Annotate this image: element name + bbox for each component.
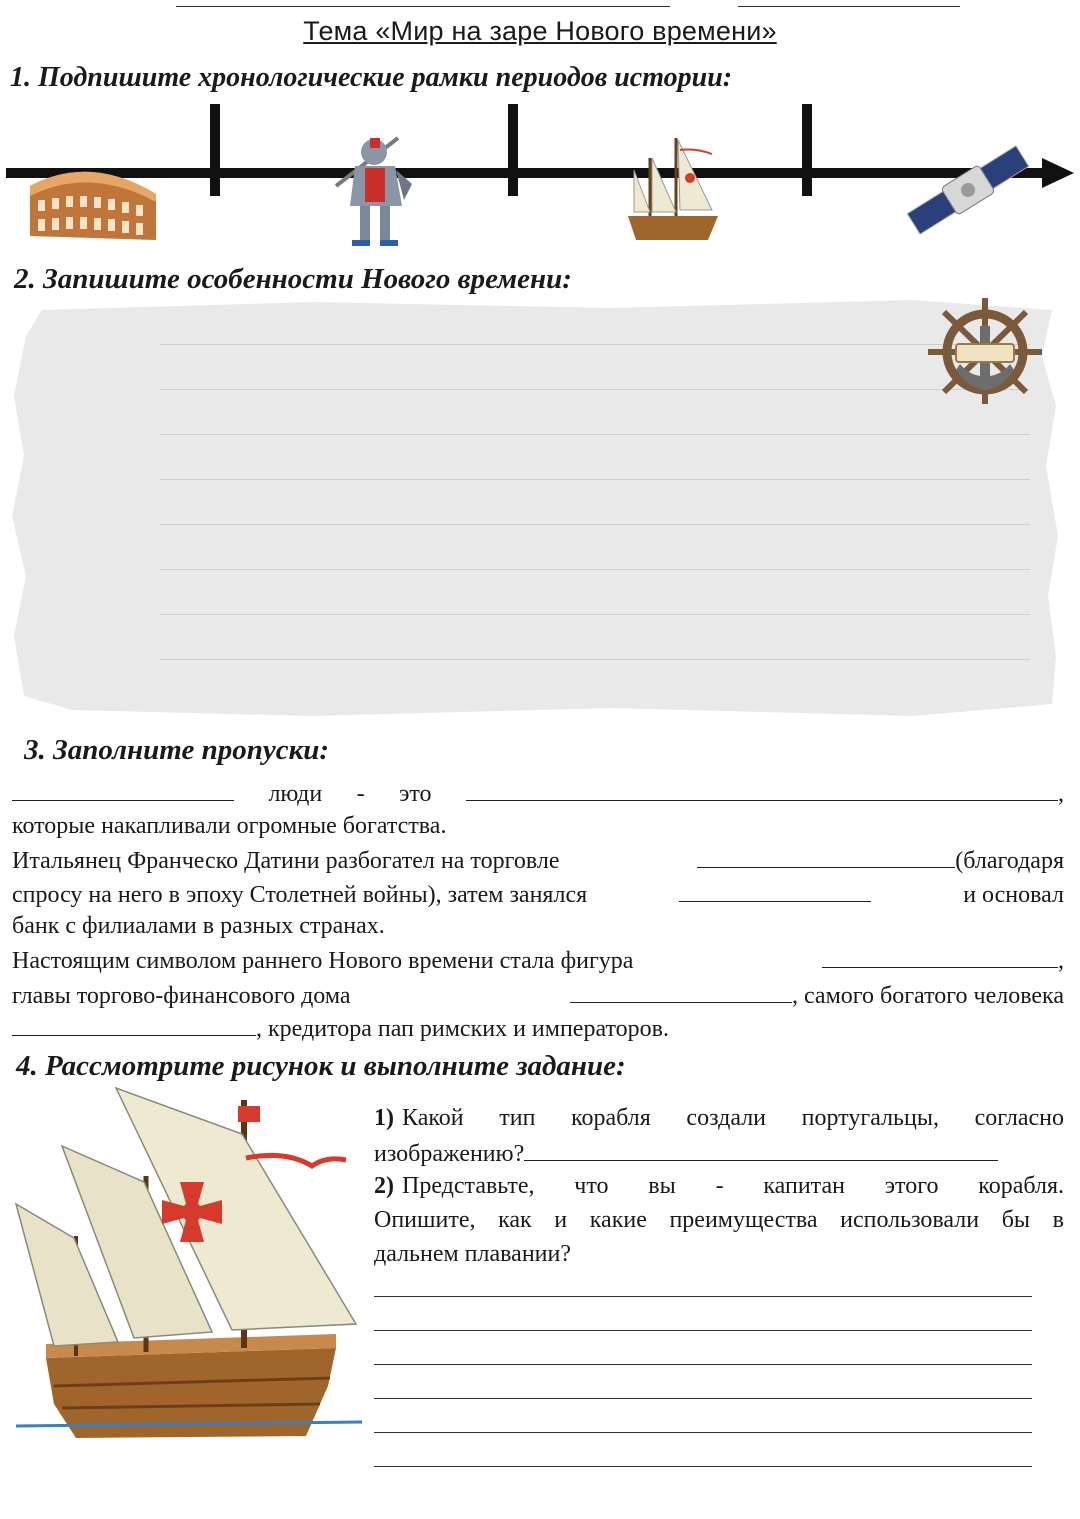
fill-blank-2[interactable] (466, 778, 1058, 801)
text-i-osnoval: и основал (963, 882, 1064, 908)
task3-heading: 3. Заполните пропуски: (24, 734, 330, 766)
task3-line3: Итальянец Франческо Датини разбогател на торговле (12, 848, 560, 874)
task3-line8 (12, 1013, 669, 1044)
answer-line-2[interactable] (374, 1330, 1032, 1331)
caravel-illustration (6, 1086, 366, 1506)
q1-text: Какой тип корабля создали португальцы, согласно (402, 1105, 1064, 1131)
answer-line-3[interactable] (374, 1364, 1032, 1365)
task3-line6: Настоящим символом раннего Нового времени стала фигура (12, 948, 634, 974)
knight-icon (336, 138, 412, 246)
fill-blank-5[interactable] (822, 945, 1058, 968)
task3-line2: которые накапливали огромные богатства. (12, 813, 447, 839)
comma-1: , (1057, 781, 1064, 807)
answer-line-1[interactable] (374, 1296, 1032, 1297)
task4-heading: 4. Рассмотрите рисунок и выполните задание: (16, 1050, 626, 1082)
header-line-right (738, 0, 960, 7)
task2-heading: 2. Запишите особенности Нового времени: (14, 263, 572, 295)
text-dash: - (356, 781, 365, 807)
fill-blank-7[interactable] (12, 1013, 256, 1036)
q1-number: 1) (374, 1105, 394, 1131)
satellite-icon (905, 143, 1031, 238)
timeline (0, 98, 1080, 258)
fill-blank-1[interactable] (12, 778, 234, 801)
header-line-left (176, 0, 670, 7)
task3-line8-text: , кредитора пап римских и императоров. (256, 1016, 669, 1042)
fill-blank-4[interactable] (679, 879, 871, 902)
task1-heading: 1. Подпишите хронологические рамки периодов истории: (10, 62, 733, 93)
q2-line3: дальнем плавании? (374, 1241, 572, 1267)
answer-blank-q1[interactable] (524, 1138, 998, 1161)
fill-blank-6[interactable] (570, 980, 792, 1003)
colosseum-icon (30, 172, 156, 240)
comma-2: , (1058, 948, 1064, 974)
q2-number: 2) (374, 1173, 394, 1199)
answer-line-6[interactable] (374, 1466, 1032, 1467)
text-lyudi: люди (268, 781, 323, 807)
q1-text-2: изображению? (374, 1141, 525, 1167)
q1-line2 (374, 1138, 998, 1169)
answer-line-5[interactable] (374, 1432, 1032, 1433)
text-eto: это (399, 781, 432, 807)
answer-line-4[interactable] (374, 1398, 1032, 1399)
fill-blank-3[interactable] (697, 845, 955, 868)
text-samogo: , самого богатого человека (791, 983, 1064, 1009)
text-blagodarya: (благодаря (955, 848, 1064, 874)
q2-line1 (374, 1172, 1064, 1201)
caravel-icon (628, 138, 718, 240)
task3-line5: банк с филиалами в разных странах. (12, 913, 385, 939)
writing-lines[interactable] (160, 344, 1030, 704)
q1-line1 (374, 1104, 1064, 1133)
q2-line2: Опишите, как и какие преимущества использовали бы в (374, 1207, 1064, 1233)
task3-line7: главы торгово-финансового дома (12, 983, 351, 1009)
page-title: Тема «Мир на заре Нового времени» (303, 16, 777, 46)
ship-wheel-icon (920, 296, 1050, 408)
q2-text: Представьте, что вы - капитан этого корабля. (402, 1173, 1064, 1199)
task3-line4: спросу на него в эпоху Столетней войны), затем занялся (12, 882, 588, 908)
